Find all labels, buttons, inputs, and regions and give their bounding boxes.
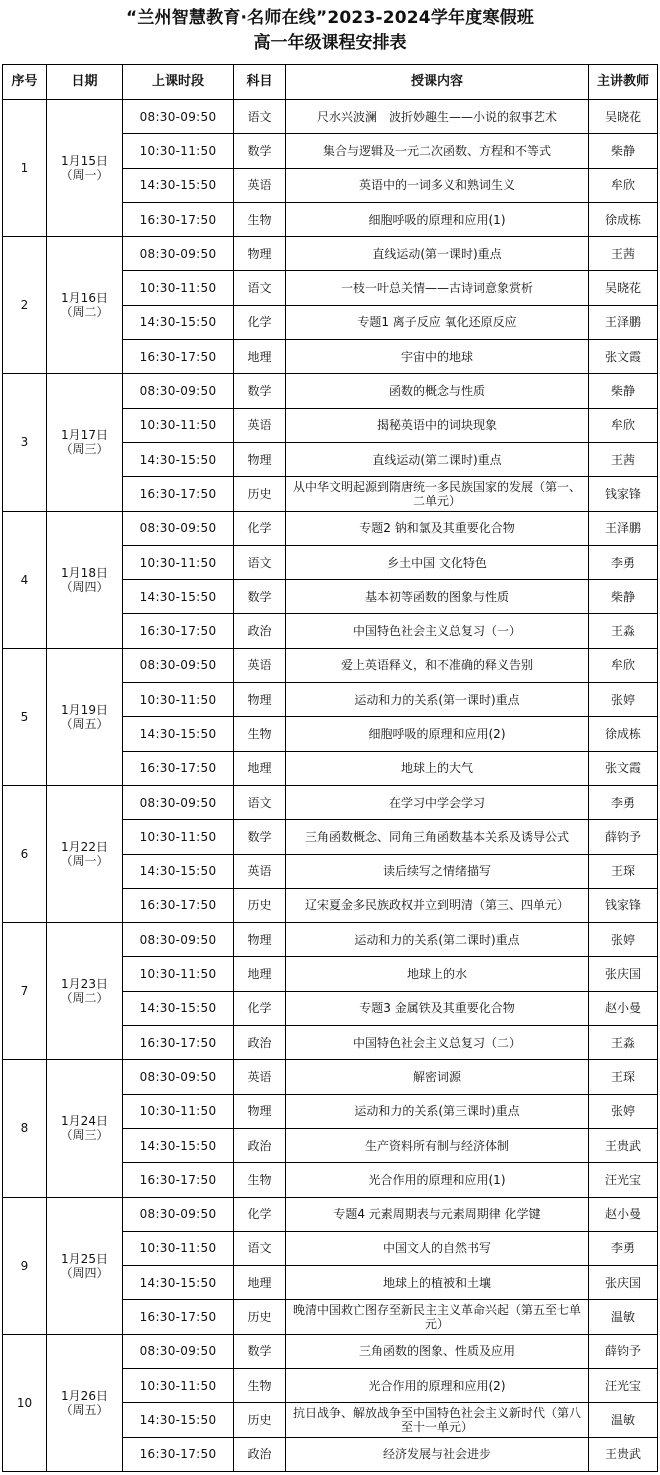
time-cell: 08:30-09:50 bbox=[123, 1197, 234, 1231]
weekday-text: （周四） bbox=[60, 1265, 109, 1280]
teacher-cell: 赵小曼 bbox=[589, 1197, 658, 1231]
table-row bbox=[3, 648, 658, 682]
content-cell: 运动和力的关系(第三课时)重点 bbox=[286, 1094, 589, 1128]
time-cell: 14:30-15:50 bbox=[123, 854, 234, 888]
date-text: 1月23日 bbox=[61, 977, 108, 992]
subject-cell: 英语 bbox=[234, 408, 286, 442]
time-cell: 16:30-17:50 bbox=[123, 1026, 234, 1060]
date-text: 1月24日 bbox=[61, 1114, 108, 1129]
date-cell bbox=[47, 100, 123, 237]
subject-cell: 历史 bbox=[234, 477, 286, 511]
content-cell: 从中华文明起源到隋唐统一多民族国家的发展（第一、二单元） bbox=[286, 477, 589, 511]
teacher-cell: 张文霞 bbox=[589, 340, 658, 374]
time-cell: 10:30-11:50 bbox=[123, 1094, 234, 1128]
content-cell: 直线运动(第二课时)重点 bbox=[286, 442, 589, 476]
time-cell: 14:30-15:50 bbox=[123, 1128, 234, 1162]
teacher-cell: 温敏 bbox=[589, 1300, 658, 1334]
teacher-cell: 王泽鹏 bbox=[589, 511, 658, 545]
date-cell bbox=[47, 1334, 123, 1471]
time-cell: 08:30-09:50 bbox=[123, 374, 234, 408]
teacher-cell: 张婷 bbox=[589, 1094, 658, 1128]
day-number: 2 bbox=[3, 237, 47, 374]
content-cell: 生产资料所有制与经济体制 bbox=[286, 1128, 589, 1162]
content-cell: 中国特色社会主义总复习（一） bbox=[286, 614, 589, 648]
header-no: 序号 bbox=[3, 65, 47, 100]
table-row bbox=[3, 1060, 658, 1094]
table-row bbox=[3, 374, 658, 408]
subject-cell: 数学 bbox=[234, 374, 286, 408]
time-cell: 08:30-09:50 bbox=[123, 100, 234, 134]
teacher-cell: 张文霞 bbox=[589, 751, 658, 785]
content-cell: 三角函数概念、同角三角函数基本关系及诱导公式 bbox=[286, 820, 589, 854]
table-row bbox=[3, 237, 658, 271]
time-cell: 10:30-11:50 bbox=[123, 957, 234, 991]
teacher-cell: 王贵武 bbox=[589, 1128, 658, 1162]
date-cell bbox=[47, 374, 123, 511]
table-row bbox=[3, 1334, 658, 1368]
subject-cell: 化学 bbox=[234, 511, 286, 545]
subject-cell: 生物 bbox=[234, 1368, 286, 1402]
teacher-cell: 汪光宝 bbox=[589, 1163, 658, 1197]
content-cell: 经济发展与社会进步 bbox=[286, 1437, 589, 1471]
teacher-cell: 牟欣 bbox=[589, 408, 658, 442]
weekday-text: （周三） bbox=[60, 1128, 109, 1143]
time-cell: 16:30-17:50 bbox=[123, 614, 234, 648]
weekday-text: （周二） bbox=[60, 991, 109, 1006]
date-cell bbox=[47, 785, 123, 922]
table-row bbox=[3, 100, 658, 134]
date-cell bbox=[47, 923, 123, 1060]
header-row bbox=[3, 65, 658, 100]
time-cell: 10:30-11:50 bbox=[123, 271, 234, 305]
header-content: 授课内容 bbox=[286, 65, 589, 100]
time-cell: 10:30-11:50 bbox=[123, 545, 234, 579]
page-subtitle: 高一年级课程安排表 bbox=[253, 33, 407, 53]
table-row bbox=[3, 785, 658, 819]
teacher-cell: 温敏 bbox=[589, 1403, 658, 1437]
time-cell: 10:30-11:50 bbox=[123, 134, 234, 168]
teacher-cell: 王淼 bbox=[589, 1026, 658, 1060]
teacher-cell: 徐成栋 bbox=[589, 717, 658, 751]
time-cell: 10:30-11:50 bbox=[123, 408, 234, 442]
content-cell: 地球上的水 bbox=[286, 957, 589, 991]
content-cell: 细胞呼吸的原理和应用(2) bbox=[286, 717, 589, 751]
content-cell: 地球上的植被和土壤 bbox=[286, 1266, 589, 1300]
subject-cell: 英语 bbox=[234, 854, 286, 888]
subject-cell: 生物 bbox=[234, 202, 286, 236]
weekday-text: （周一） bbox=[60, 168, 109, 183]
content-cell: 专题3 金属铁及其重要化合物 bbox=[286, 991, 589, 1025]
subject-cell: 物理 bbox=[234, 442, 286, 476]
date-text: 1月15日 bbox=[61, 154, 108, 169]
time-cell: 08:30-09:50 bbox=[123, 1334, 234, 1368]
subject-cell: 地理 bbox=[234, 957, 286, 991]
teacher-cell: 钱家锋 bbox=[589, 888, 658, 922]
day-number: 5 bbox=[3, 648, 47, 785]
teacher-cell: 王琛 bbox=[589, 1060, 658, 1094]
subject-cell: 地理 bbox=[234, 751, 286, 785]
subject-cell: 数学 bbox=[234, 580, 286, 614]
subject-cell: 历史 bbox=[234, 1403, 286, 1437]
time-cell: 16:30-17:50 bbox=[123, 1300, 234, 1334]
content-cell: 函数的概念与性质 bbox=[286, 374, 589, 408]
time-cell: 14:30-15:50 bbox=[123, 1403, 234, 1437]
header-time: 上课时段 bbox=[123, 65, 234, 100]
day-number: 1 bbox=[3, 100, 47, 237]
title-block bbox=[0, 0, 660, 62]
date-cell bbox=[47, 1197, 123, 1334]
teacher-cell: 汪光宝 bbox=[589, 1368, 658, 1402]
time-cell: 16:30-17:50 bbox=[123, 477, 234, 511]
time-cell: 08:30-09:50 bbox=[123, 1060, 234, 1094]
date-text: 1月18日 bbox=[61, 565, 108, 580]
content-cell: 中国特色社会主义总复习（二） bbox=[286, 1026, 589, 1060]
time-cell: 14:30-15:50 bbox=[123, 1266, 234, 1300]
teacher-cell: 张庆国 bbox=[589, 1266, 658, 1300]
subject-cell: 英语 bbox=[234, 1060, 286, 1094]
subject-cell: 政治 bbox=[234, 1128, 286, 1162]
subject-cell: 地理 bbox=[234, 340, 286, 374]
header-teacher: 主讲教师 bbox=[589, 65, 658, 100]
content-cell: 爱上英语释义，和不准确的释义告别 bbox=[286, 648, 589, 682]
subject-cell: 英语 bbox=[234, 648, 286, 682]
content-cell: 宇宙中的地球 bbox=[286, 340, 589, 374]
weekday-text: （周三） bbox=[60, 442, 109, 457]
weekday-text: （周五） bbox=[60, 716, 109, 731]
teacher-cell: 王茜 bbox=[589, 442, 658, 476]
content-cell: 基本初等函数的图象与性质 bbox=[286, 580, 589, 614]
time-cell: 16:30-17:50 bbox=[123, 888, 234, 922]
subject-cell: 政治 bbox=[234, 1026, 286, 1060]
content-cell: 尺水兴波澜 波折妙趣生——小说的叙事艺术 bbox=[286, 100, 589, 134]
subject-cell: 语文 bbox=[234, 1231, 286, 1265]
subject-cell: 地理 bbox=[234, 1266, 286, 1300]
day-number: 4 bbox=[3, 511, 47, 648]
subject-cell: 政治 bbox=[234, 614, 286, 648]
subject-cell: 历史 bbox=[234, 888, 286, 922]
schedule-body bbox=[3, 100, 658, 1472]
date-text: 1月16日 bbox=[61, 291, 108, 306]
time-cell: 10:30-11:50 bbox=[123, 820, 234, 854]
date-cell bbox=[47, 648, 123, 785]
subject-cell: 物理 bbox=[234, 683, 286, 717]
content-cell: 细胞呼吸的原理和应用(1) bbox=[286, 202, 589, 236]
content-cell: 运动和力的关系(第一课时)重点 bbox=[286, 683, 589, 717]
teacher-cell: 李勇 bbox=[589, 1231, 658, 1265]
teacher-cell: 钱家锋 bbox=[589, 477, 658, 511]
teacher-cell: 李勇 bbox=[589, 785, 658, 819]
time-cell: 14:30-15:50 bbox=[123, 991, 234, 1025]
teacher-cell: 柴静 bbox=[589, 134, 658, 168]
content-cell: 在学习中学会学习 bbox=[286, 785, 589, 819]
teacher-cell: 柴静 bbox=[589, 580, 658, 614]
content-cell: 辽宋夏金多民族政权并立到明清（第三、四单元） bbox=[286, 888, 589, 922]
subject-cell: 生物 bbox=[234, 1163, 286, 1197]
date-text: 1月22日 bbox=[61, 840, 108, 855]
day-number: 3 bbox=[3, 374, 47, 511]
subject-cell: 历史 bbox=[234, 1300, 286, 1334]
time-cell: 16:30-17:50 bbox=[123, 1437, 234, 1471]
subject-cell: 化学 bbox=[234, 991, 286, 1025]
day-number: 10 bbox=[3, 1334, 47, 1471]
teacher-cell: 李勇 bbox=[589, 545, 658, 579]
time-cell: 10:30-11:50 bbox=[123, 1231, 234, 1265]
content-cell: 揭秘英语中的词块现象 bbox=[286, 408, 589, 442]
teacher-cell: 柴静 bbox=[589, 374, 658, 408]
time-cell: 08:30-09:50 bbox=[123, 511, 234, 545]
subject-cell: 英语 bbox=[234, 168, 286, 202]
content-cell: 三角函数的图象、性质及应用 bbox=[286, 1334, 589, 1368]
teacher-cell: 张婷 bbox=[589, 923, 658, 957]
date-text: 1月26日 bbox=[61, 1388, 108, 1403]
content-cell: 专题1 离子反应 氧化还原反应 bbox=[286, 305, 589, 339]
content-cell: 集合与逻辑及一元二次函数、方程和不等式 bbox=[286, 134, 589, 168]
teacher-cell: 吴晓花 bbox=[589, 271, 658, 305]
teacher-cell: 王泽鹏 bbox=[589, 305, 658, 339]
time-cell: 16:30-17:50 bbox=[123, 1163, 234, 1197]
subject-cell: 化学 bbox=[234, 1197, 286, 1231]
time-cell: 16:30-17:50 bbox=[123, 202, 234, 236]
date-text: 1月17日 bbox=[61, 428, 108, 443]
weekday-text: （周一） bbox=[60, 854, 109, 869]
time-cell: 08:30-09:50 bbox=[123, 785, 234, 819]
page-title: “兰州智慧教育·名师在线”2023-2024学年度寒假班 bbox=[125, 8, 535, 28]
subject-cell: 物理 bbox=[234, 923, 286, 957]
teacher-cell: 王茜 bbox=[589, 237, 658, 271]
subject-cell: 物理 bbox=[234, 1094, 286, 1128]
table-row bbox=[3, 511, 658, 545]
content-cell: 直线运动(第一课时)重点 bbox=[286, 237, 589, 271]
teacher-cell: 牟欣 bbox=[589, 168, 658, 202]
content-cell: 乡土中国 文化特色 bbox=[286, 545, 589, 579]
teacher-cell: 王贵武 bbox=[589, 1437, 658, 1471]
weekday-text: （周四） bbox=[60, 579, 109, 594]
content-cell: 解密词源 bbox=[286, 1060, 589, 1094]
content-cell: 运动和力的关系(第二课时)重点 bbox=[286, 923, 589, 957]
time-cell: 08:30-09:50 bbox=[123, 923, 234, 957]
content-cell: 地球上的大气 bbox=[286, 751, 589, 785]
table-row bbox=[3, 923, 658, 957]
subject-cell: 化学 bbox=[234, 305, 286, 339]
date-cell bbox=[47, 1060, 123, 1197]
subject-cell: 数学 bbox=[234, 134, 286, 168]
day-number: 6 bbox=[3, 785, 47, 922]
header-subject: 科目 bbox=[234, 65, 286, 100]
time-cell: 10:30-11:50 bbox=[123, 683, 234, 717]
date-text: 1月19日 bbox=[61, 702, 108, 717]
teacher-cell: 牟欣 bbox=[589, 648, 658, 682]
subject-cell: 生物 bbox=[234, 717, 286, 751]
time-cell: 14:30-15:50 bbox=[123, 717, 234, 751]
teacher-cell: 吴晓花 bbox=[589, 100, 658, 134]
teacher-cell: 张婷 bbox=[589, 683, 658, 717]
teacher-cell: 赵小曼 bbox=[589, 991, 658, 1025]
teacher-cell: 徐成栋 bbox=[589, 202, 658, 236]
time-cell: 14:30-15:50 bbox=[123, 580, 234, 614]
content-cell: 读后续写之情绪描写 bbox=[286, 854, 589, 888]
subject-cell: 数学 bbox=[234, 820, 286, 854]
time-cell: 08:30-09:50 bbox=[123, 237, 234, 271]
weekday-text: （周五） bbox=[60, 1402, 109, 1417]
date-text: 1月25日 bbox=[61, 1251, 108, 1266]
content-cell: 一枝一叶总关情——古诗词意象赏析 bbox=[286, 271, 589, 305]
subject-cell: 语文 bbox=[234, 100, 286, 134]
schedule-table bbox=[2, 64, 658, 1472]
day-number: 9 bbox=[3, 1197, 47, 1334]
day-number: 8 bbox=[3, 1060, 47, 1197]
teacher-cell: 薛钧予 bbox=[589, 1334, 658, 1368]
time-cell: 10:30-11:50 bbox=[123, 1368, 234, 1402]
weekday-text: （周二） bbox=[60, 305, 109, 320]
time-cell: 08:30-09:50 bbox=[123, 648, 234, 682]
teacher-cell: 王淼 bbox=[589, 614, 658, 648]
teacher-cell: 薛钧予 bbox=[589, 820, 658, 854]
header-date: 日期 bbox=[47, 65, 123, 100]
subject-cell: 语文 bbox=[234, 785, 286, 819]
date-cell bbox=[47, 237, 123, 374]
teacher-cell: 王琛 bbox=[589, 854, 658, 888]
content-cell: 抗日战争、解放战争至中国特色社会主义新时代（第八至十一单元） bbox=[286, 1403, 589, 1437]
time-cell: 14:30-15:50 bbox=[123, 305, 234, 339]
content-cell: 专题4 元素周期表与元素周期律 化学键 bbox=[286, 1197, 589, 1231]
table-row bbox=[3, 1197, 658, 1231]
day-number: 7 bbox=[3, 923, 47, 1060]
content-cell: 晚清中国救亡图存至新民主主义革命兴起（第五至七单元） bbox=[286, 1300, 589, 1334]
time-cell: 14:30-15:50 bbox=[123, 168, 234, 202]
content-cell: 光合作用的原理和应用(2) bbox=[286, 1368, 589, 1402]
time-cell: 14:30-15:50 bbox=[123, 442, 234, 476]
content-cell: 英语中的一词多义和熟词生义 bbox=[286, 168, 589, 202]
subject-cell: 物理 bbox=[234, 237, 286, 271]
subject-cell: 政治 bbox=[234, 1437, 286, 1471]
date-cell bbox=[47, 511, 123, 648]
teacher-cell: 张庆国 bbox=[589, 957, 658, 991]
subject-cell: 语文 bbox=[234, 271, 286, 305]
subject-cell: 语文 bbox=[234, 545, 286, 579]
subject-cell: 数学 bbox=[234, 1334, 286, 1368]
content-cell: 光合作用的原理和应用(1) bbox=[286, 1163, 589, 1197]
content-cell: 专题2 钠和氯及其重要化合物 bbox=[286, 511, 589, 545]
time-cell: 16:30-17:50 bbox=[123, 340, 234, 374]
time-cell: 16:30-17:50 bbox=[123, 751, 234, 785]
content-cell: 中国文人的自然书写 bbox=[286, 1231, 589, 1265]
